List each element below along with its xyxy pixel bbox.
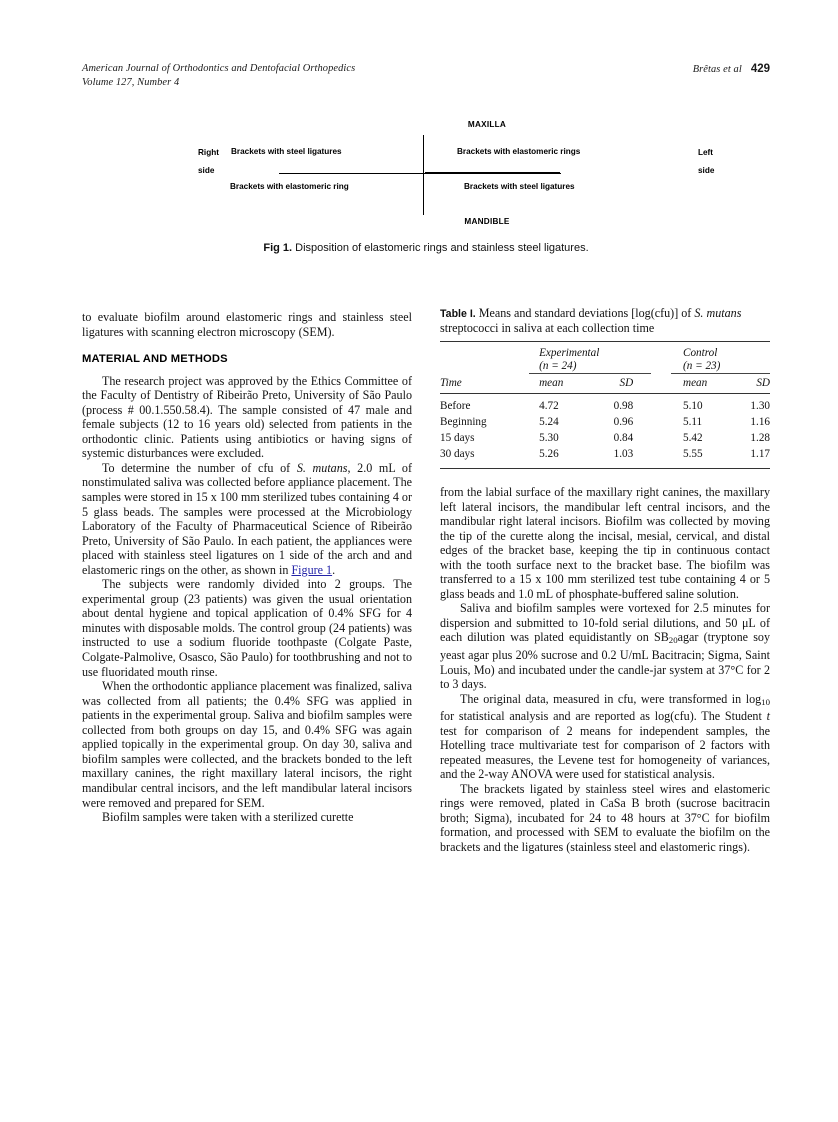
cell-exp-mean: 5.26 xyxy=(539,448,559,461)
table-1 xyxy=(440,306,770,469)
para2-text-c: . xyxy=(332,562,336,577)
table-1-body xyxy=(440,393,770,468)
cell-ctl-mean: 5.55 xyxy=(682,448,703,461)
paragraph-statistical-analysis xyxy=(440,692,770,782)
cell-ctl-mean: 5.11 xyxy=(682,416,703,429)
figure-horizontal-axis-line-thick xyxy=(425,172,560,174)
group-header-experimental xyxy=(529,341,651,373)
paragraph-intro-continuation: to evaluate biofilm around elastomeric rings and stainless steel ligatures with scanning electron microscopy (SEM). xyxy=(82,310,412,339)
table-row xyxy=(440,429,770,445)
cell-exp-mean: 5.24 xyxy=(539,416,559,429)
cell-ctl-sd: 1.17 xyxy=(750,448,770,461)
table-1-title-part1: Means and standard deviations [log(cfu)] of xyxy=(478,306,695,320)
paragraph-group-randomization: The subjects were randomly divided into 2 groups. The experimental group (23 patients) was given the usual orientation about dental hygiene and topical application of 0.4% SFG for 4 minutes with disposable molds. The control group (24 patients) was instructed to use a sodium fluoride toothpaste (Colgate Paste, Colgate-Palmolive, Osasco, São Paulo) for toothbrushing and not to use fluoridated mouth rinse. xyxy=(82,577,412,679)
body-column-right xyxy=(440,485,770,855)
figure-quadrant-upper-left: Brackets with steel ligatures xyxy=(231,147,342,156)
table-1-title-italic2: mutans xyxy=(706,306,742,320)
figure-1-crossref-link[interactable]: Figure 1 xyxy=(291,562,333,577)
cell-gap xyxy=(651,393,671,413)
journal-volume-line: Volume 127, Number 4 xyxy=(82,77,180,88)
paragraph-biofilm-sampling-start: Biofilm samples were taken with a sterilized curette xyxy=(102,810,354,825)
cell-exp-mean: 5.30 xyxy=(539,432,559,445)
body-column-left xyxy=(82,310,412,825)
right-side-line1: Right xyxy=(198,148,219,157)
running-head xyxy=(82,62,770,96)
cell-ctl-sd: 1.16 xyxy=(750,416,770,429)
left-side-line2: side xyxy=(698,166,715,175)
cell-time: Beginning xyxy=(440,416,487,429)
cell-time: Before xyxy=(440,399,471,412)
table-row xyxy=(440,393,770,413)
cell-exp-sd: 0.98 xyxy=(613,399,634,412)
cell-ctl-sd: 1.30 xyxy=(750,399,770,412)
rpara2-text-a: Saliva and biofilm samples were vortexed for 2.5 minutes for dispersion and submitted to 10-fold serial dilutions, and 50 μL of each dilution was plated equidistantly on SB xyxy=(440,601,770,645)
left-side-line1: Left xyxy=(698,148,714,157)
figure-caption-label: Fig 1. xyxy=(263,242,293,254)
table-1-head xyxy=(440,341,770,393)
table-1-grid xyxy=(440,341,770,469)
rpara2-subscript: 20 xyxy=(668,635,678,646)
figure-1-caption xyxy=(82,242,770,254)
cell-exp-mean: 4.72 xyxy=(539,399,559,412)
group-header-control-name: Control xyxy=(682,346,718,359)
cell-exp-sd: 0.96 xyxy=(613,416,634,429)
rpara3-text-b: for statistical analysis and are reported as log(cfu). The Student xyxy=(440,709,767,724)
column-header-ctl-sd: SD xyxy=(756,376,770,389)
group-header-experimental-n: (n = 24) xyxy=(539,359,577,372)
group-header-gap xyxy=(651,341,671,373)
rpara3-text-c: test for comparison of 2 means for independent samples, the Hotelling trace multivariate test for comparison of 2 factors with repeated measures, the Levene test for homogeneity of variances, and the 2-way ANOVA were used for statistical analysis. xyxy=(440,723,770,782)
cell-exp-sd: 0.84 xyxy=(613,432,634,445)
para2-text-a: To determine the number of cfu of xyxy=(102,460,297,475)
figure-label-left-side xyxy=(698,144,714,180)
paragraph-bracket-sem: The brackets ligated by stainless steel wires and elastomeric rings were removed, plated in CaSa B broth (sucrose bacitracin broth; Sigma), incubated for 24 to 48 hours at 37°C for biofilm formation, and processed with SEM to evaluate the biofilm on the brackets and the ligatures (stainless steel and elastomeric rings). xyxy=(440,781,770,854)
cell-gap xyxy=(651,429,671,445)
column-header-exp-sd: SD xyxy=(619,376,634,389)
figure-label-right-side xyxy=(198,144,219,180)
figure-quadrant-lower-left: Brackets with elastomeric ring xyxy=(230,182,349,191)
paragraph-ethics-approval: The research project was approved by the Ethics Committee of the Faculty of Dentistry of Ribeirão Preto, University of São Paulo (process # 00.1.550.58.4). The sample consisted of 47 male and female subjects (12 to 16 years old) selected from patients in the orthodontic clinic. Patients using antibiotics or having signs of systemic disturbances were excluded. xyxy=(82,373,412,461)
figure-quadrant-upper-right: Brackets with elastomeric rings xyxy=(457,147,581,156)
cell-exp-sd: 1.03 xyxy=(613,448,634,461)
group-header-experimental-name: Experimental xyxy=(539,346,600,359)
journal-title-line: American Journal of Orthodontics and Dentofacial Orthopedics xyxy=(82,63,356,74)
para2-text-b: , 2.0 mL of nonstimulated saliva was collected before appliance placement. The samples were stored in 15 x 100 mm sterilized tubes containing 4 or 5 glass beads. The samples were processed at the Microbiology Laboratory of the Faculty of Pharmaceutical Science of Ribeirão Preto, University of São Paulo. In each patient, the appliances were placed with stainless steel ligatures on 1 side of the arch and and elastomeric rings on the other, as shown in xyxy=(82,460,412,577)
column-header-gap xyxy=(651,374,671,394)
figure-label-mandible: MANDIBLE xyxy=(464,217,510,226)
cell-gap xyxy=(651,413,671,429)
cell-time: 15 days xyxy=(440,432,475,445)
paragraph-vortex-dilution xyxy=(440,601,770,691)
table-row xyxy=(440,445,770,468)
rpara3-subscript: 10 xyxy=(761,696,770,707)
group-header-control xyxy=(671,341,770,373)
rpara3-t-italic: t xyxy=(766,709,770,724)
figure-caption-text: Disposition of elastomeric rings and stainless steel ligatures. xyxy=(295,242,589,254)
running-head-authors: Brêtas et al xyxy=(692,64,742,75)
rpara3-text-a: The original data, measured in cfu, were transformed in log xyxy=(460,691,762,706)
cell-time: 30 days xyxy=(440,448,475,461)
group-header-control-n: (n = 23) xyxy=(682,359,721,372)
cell-ctl-mean: 5.10 xyxy=(682,399,703,412)
running-head-authors-page xyxy=(693,62,770,77)
table-column-header-row xyxy=(440,374,770,394)
table-1-title-italic1: S. xyxy=(694,306,704,320)
column-header-exp-mean: mean xyxy=(539,376,564,389)
table-1-title-part2: streptococci in saliva at each collection time xyxy=(440,321,655,336)
table-1-title xyxy=(440,306,770,336)
right-side-line2: side xyxy=(198,166,215,175)
figure-quadrant-lower-right: Brackets with steel ligatures xyxy=(464,182,575,191)
figure-label-maxilla: MAXILLA xyxy=(467,120,507,129)
paragraph-cfu-determination xyxy=(82,461,412,577)
running-head-journal xyxy=(82,62,355,90)
paragraph-biofilm-collection: from the labial surface of the maxillary right canines, the maxillary left lateral incisors, the mandibular left central incisors, and the mandibular right lateral incisors. Biofilm was collected by moving the tip of the curette along the incisal, mesial, cervical, and distal edges of the bracket base, keeping the tip in continuous contact with the tooth surface next to the bracket base. The biofilm was transferred to a 15 x 100 mm sterilized test tube containing 4 or 5 glass beads and 1.0 mL of phosphate-buffered saline solution. xyxy=(440,485,770,601)
table-group-header-row xyxy=(440,341,770,373)
para2-species-italic: S. mutans xyxy=(296,460,348,475)
figure-vertical-midline xyxy=(423,135,424,215)
column-header-time: Time xyxy=(440,376,462,389)
figure-1 xyxy=(82,118,770,268)
cell-ctl-mean: 5.42 xyxy=(682,432,703,445)
paragraph-appliance-placement: When the orthodontic appliance placement was finalized, saliva was collected from all patients; the 0.4% SFG was applied in patients in the experimental group. Saliva and biofilm samples were collected from both groups on day 15, and 0.4% SFG was again applied topically in the experimental group. On day 30, saliva and biofilm samples were collected, and the brackets bonded to the left maxillary canines, the right maxillary lateral incisors, the right mandibular central incisors, and the left mandibular lateral incisors were removed and prepared for SEM. xyxy=(82,679,412,810)
cell-gap xyxy=(651,445,671,468)
column-header-ctl-mean: mean xyxy=(682,376,708,389)
page-number: 429 xyxy=(750,63,770,75)
rpara2-text-b: agar (tryptone soy yeast agar plus 20% sucrose and 0.2 U/mL Bacitracin; Sigma, Saint Louis, Mo) and incubated under the candle-jar system at 37°C for 2 to 3 days. xyxy=(440,630,770,692)
table-1-label: Table I. xyxy=(440,308,476,320)
group-header-spacer xyxy=(440,341,529,373)
section-heading-material-and-methods: MATERIAL AND METHODS xyxy=(82,353,228,366)
cell-ctl-sd: 1.28 xyxy=(750,432,770,445)
figure-1-diagram xyxy=(82,118,770,230)
table-row xyxy=(440,413,770,429)
